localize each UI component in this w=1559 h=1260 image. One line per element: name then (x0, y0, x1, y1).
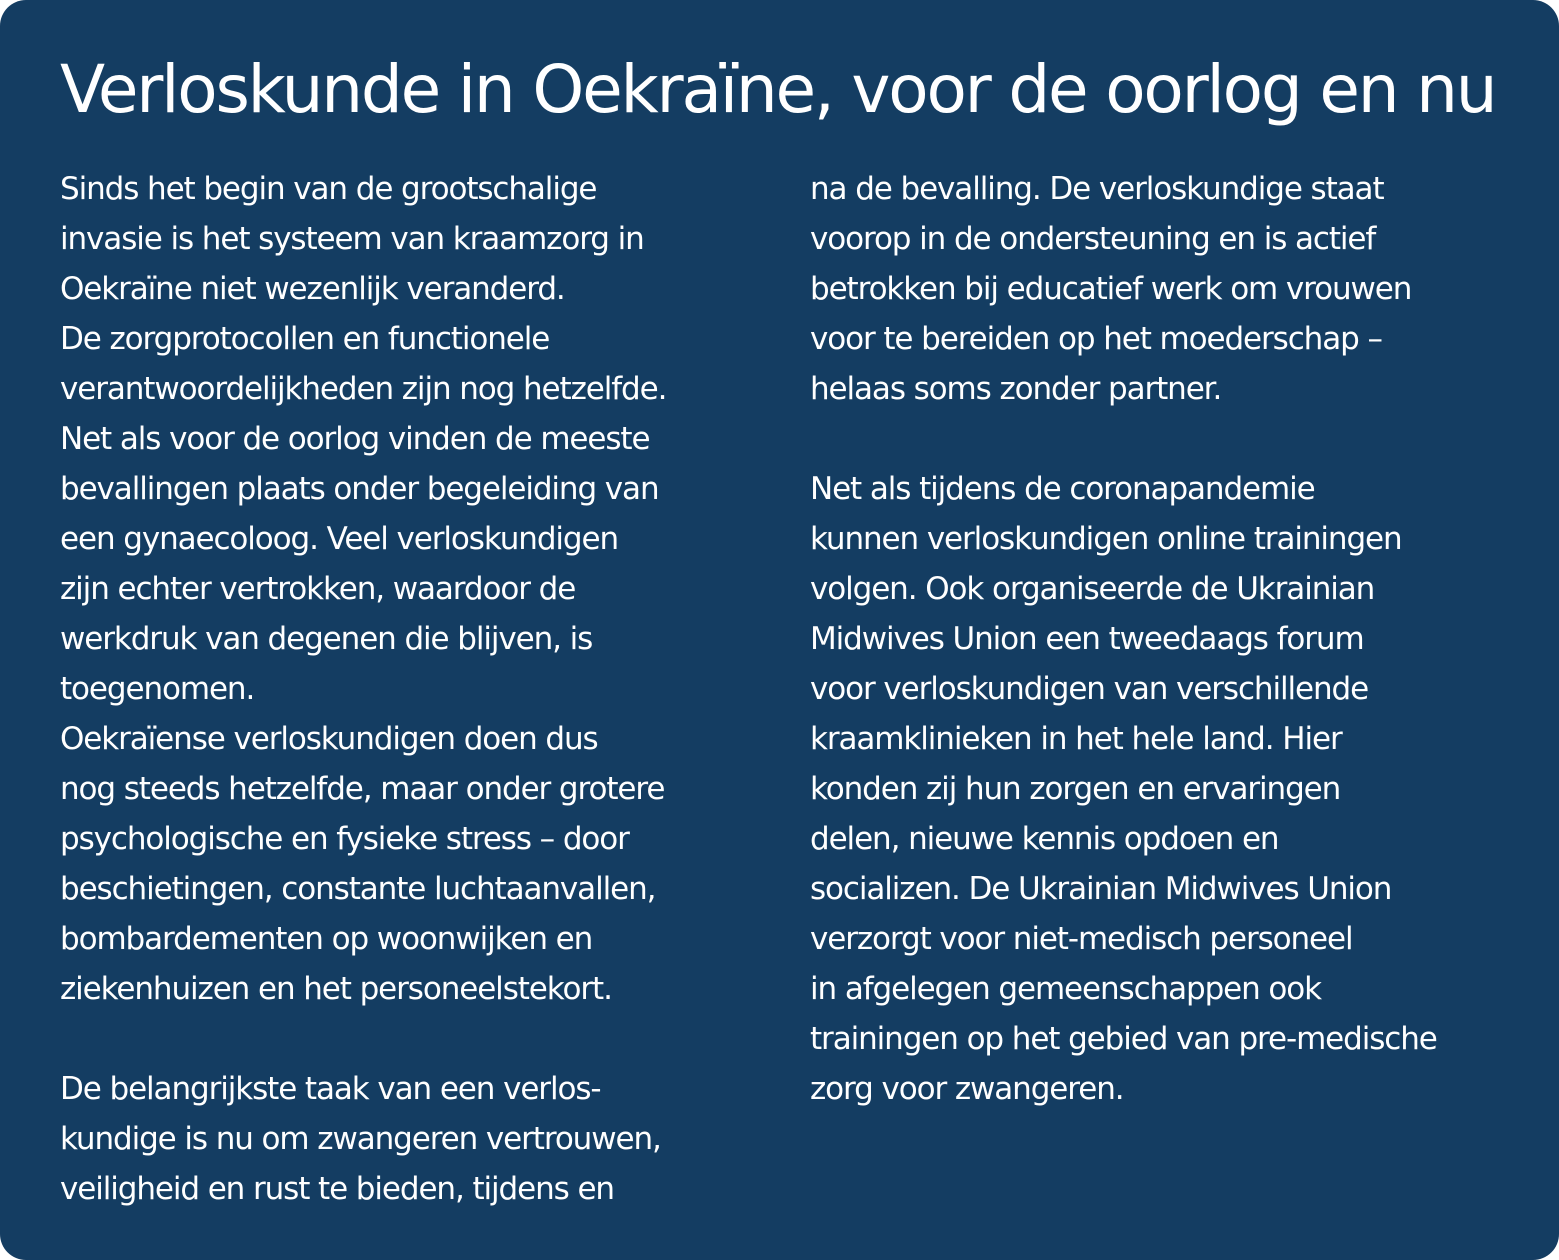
text-line: Sinds het begin van de grootschalige (60, 171, 597, 207)
text-line: trainingen op het gebied van pre-medische (810, 1021, 1437, 1057)
text-line: voorop in de ondersteuning en is actief (810, 221, 1376, 257)
text-line: veiligheid en rust te bieden, tijdens en (60, 1171, 614, 1207)
text-line: De belangrijkste taak van een verlos- (60, 1071, 601, 1107)
text-line: voor te bereiden op het moederschap – (810, 321, 1382, 357)
text-line: Net als tijdens de coronapandemie (810, 471, 1315, 507)
text-line: Oekraïne niet wezenlijk veranderd. (60, 271, 565, 307)
text-line: Net als voor de oorlog vinden de meeste (60, 421, 650, 457)
text-line: invasie is het systeem van kraamzorg in (60, 221, 644, 257)
text-line: konden zij hun zorgen en ervaringen (810, 771, 1341, 807)
text-line: volgen. Ook organiseerde de Ukrainian (810, 571, 1375, 607)
text-line: Oekraïense verloskundigen doen dus (60, 721, 598, 757)
paragraph-spacer (810, 414, 1437, 464)
text-line: verzorgt voor niet-medisch personeel (810, 921, 1353, 957)
text-line: een gynaecoloog. Veel verloskundigen (60, 521, 619, 557)
text-line: bombardementen op woonwijken en (60, 921, 593, 957)
text-line: werkdruk van degenen die blijven, is (60, 621, 593, 657)
text-line: socializen. De Ukrainian Midwives Union (810, 871, 1392, 907)
text-line: verantwoordelijkheden zijn nog hetzelfde. (60, 371, 667, 407)
text-line: helaas soms zonder partner. (810, 371, 1222, 407)
paragraph-spacer (60, 1014, 666, 1064)
text-line: na de bevalling. De verloskundige staat (810, 171, 1384, 207)
text-line: psychologische en fysieke stress – door (60, 821, 629, 857)
text-line: kraamklinieken in het hele land. Hier (810, 721, 1342, 757)
text-line: zijn echter vertrokken, waardoor de (60, 571, 576, 607)
text-line: ziekenhuizen en het personeelstekort. (60, 971, 612, 1007)
text-line: zorg voor zwangeren. (810, 1071, 1124, 1107)
text-line: beschietingen, constante luchtaanvallen, (60, 871, 656, 907)
text-line: De zorgprotocollen en functionele (60, 321, 550, 357)
text-line: Midwives Union een tweedaags forum (810, 621, 1364, 657)
text-line: delen, nieuwe kennis opdoen en (810, 821, 1279, 857)
text-line: nog steeds hetzelfde, maar onder grotere (60, 771, 665, 807)
text-line: in afgelegen gemeenschappen ook (810, 971, 1322, 1007)
text-line: toegenomen. (60, 671, 255, 707)
article-title: Verloskunde in Oekraïne, voor de oorlog en nu (60, 51, 1496, 128)
left-column (60, 164, 666, 1214)
text-line: kunnen verloskundigen online trainingen (810, 521, 1402, 557)
text-line: kundige is nu om zwangeren vertrouwen, (60, 1121, 661, 1157)
text-line: bevallingen plaats onder begeleiding van (60, 471, 659, 507)
text-line: voor verloskundigen van verschillende (810, 671, 1369, 707)
right-column (810, 164, 1437, 1114)
text-line: betrokken bij educatief werk om vrouwen (810, 271, 1412, 307)
